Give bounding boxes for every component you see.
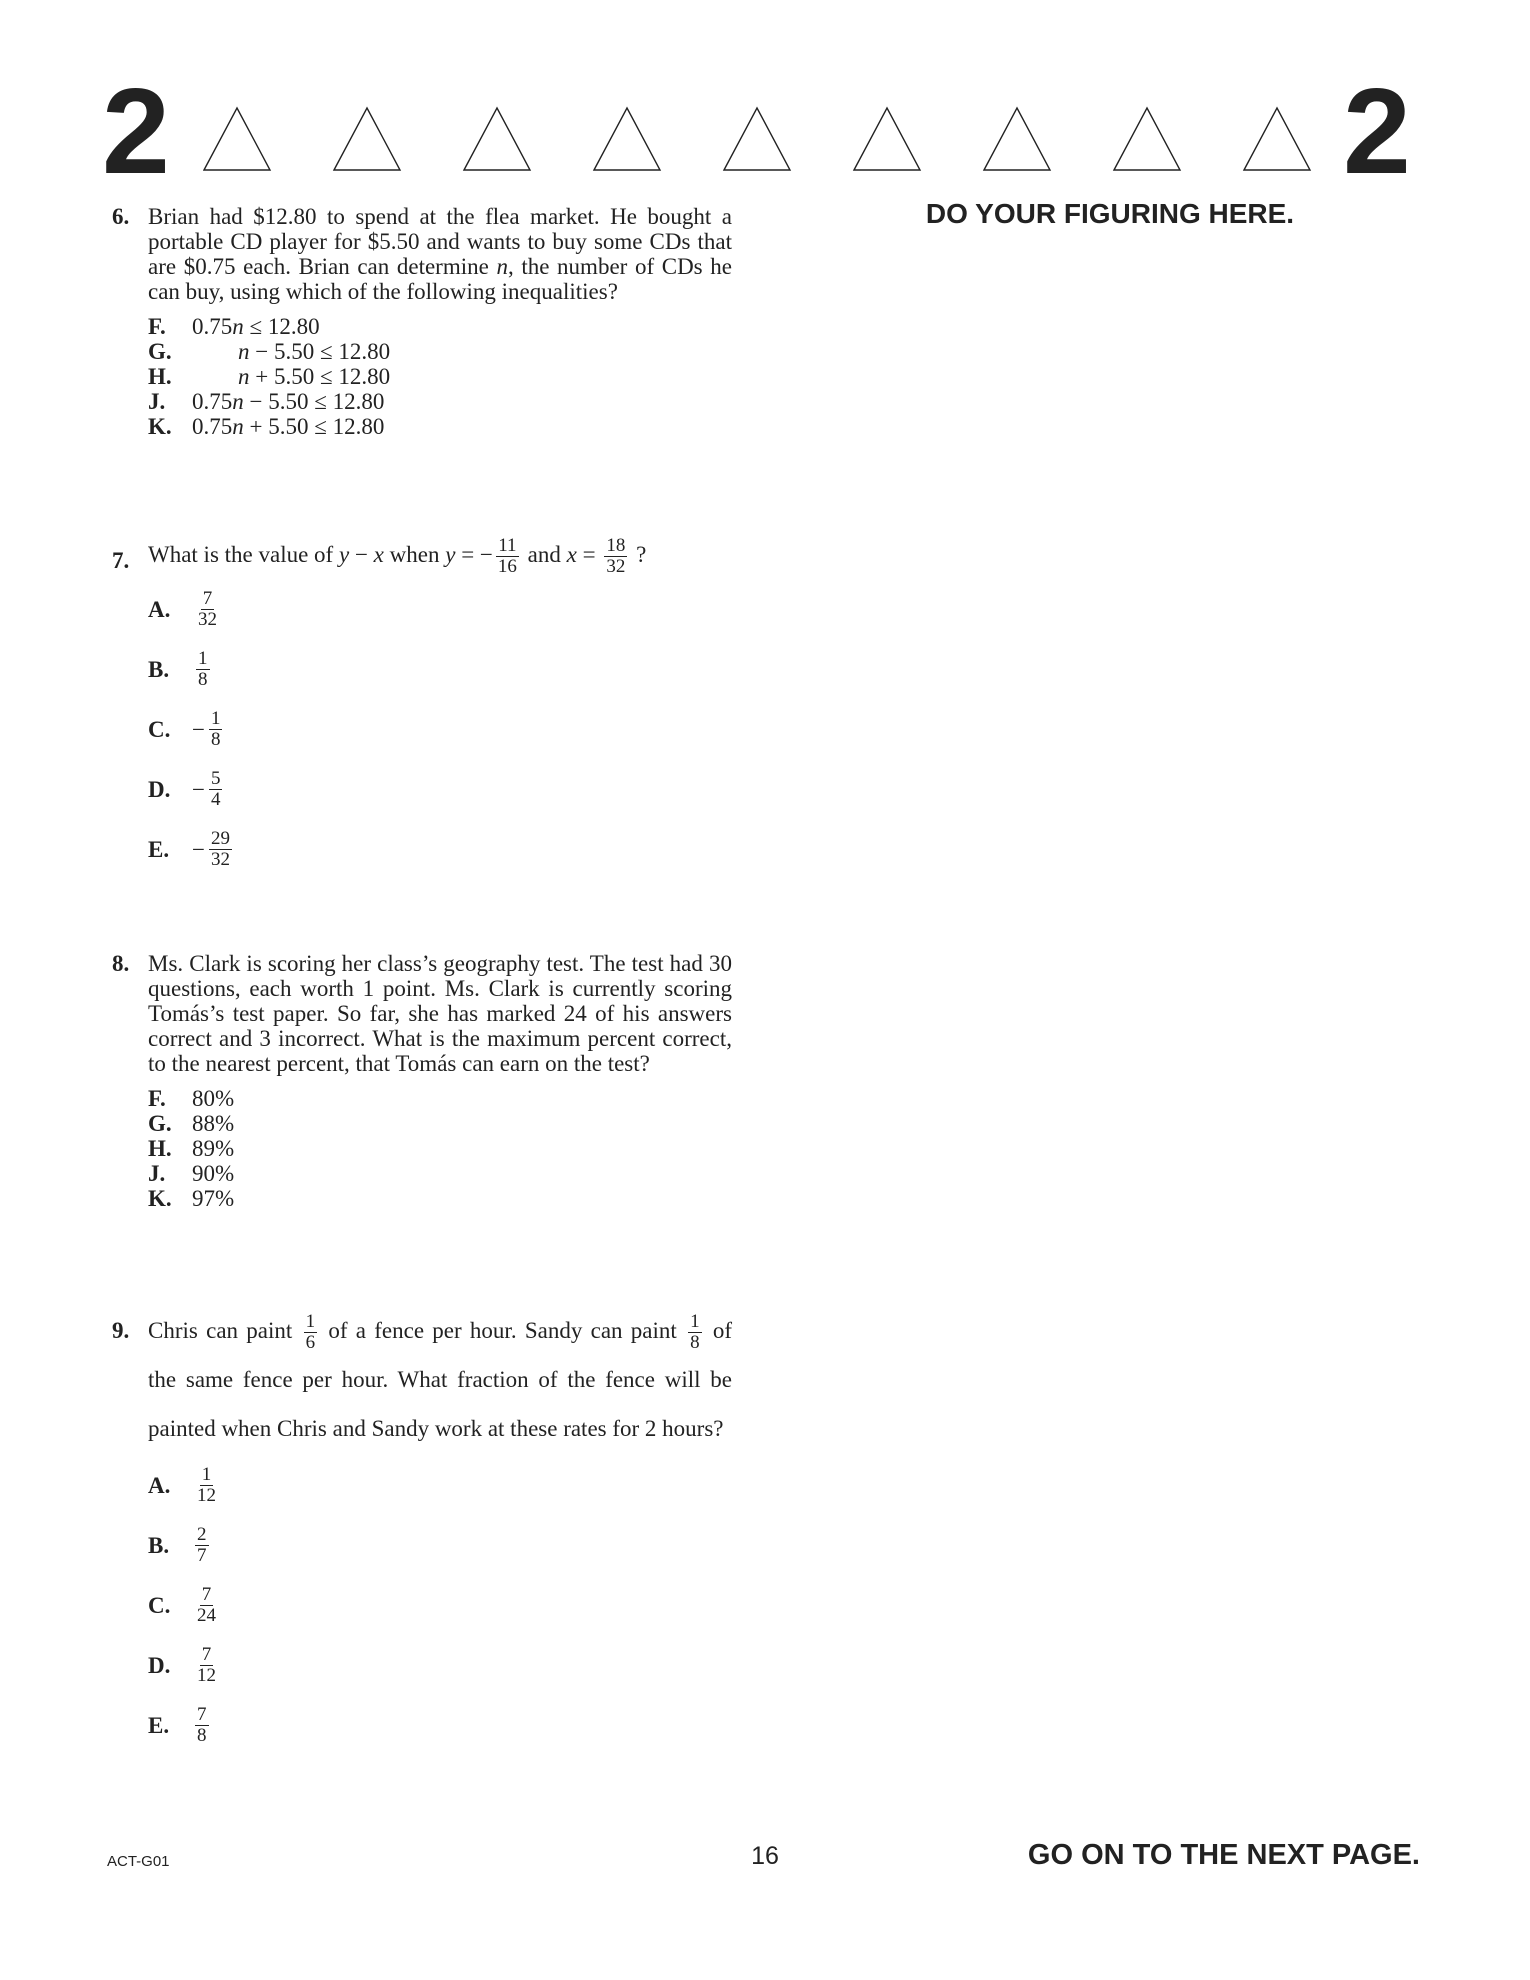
section-number-right: 2 xyxy=(1343,63,1411,199)
figuring-area-label: DO YOUR FIGURING HERE. xyxy=(925,198,1295,229)
triangle-row xyxy=(203,106,1323,172)
answer-choice-k[interactable]: K. 97% xyxy=(148,1186,235,1211)
answer-choice-f[interactable]: F. 0.75n ≤ 12.80 xyxy=(148,314,320,339)
triangle-icon xyxy=(594,108,660,170)
triangle-icon xyxy=(464,108,530,170)
fraction: $\frac{7}{12}$ xyxy=(197,1643,216,1686)
answer-choice-k[interactable]: K. 0.75n + 5.50 ≤ 12.80 xyxy=(148,414,385,439)
question-text: Chris can paint $\frac{1}{6}$ of a fence per hour. Sandy can paint $\frac{1}{8}$ of the same fence per hour. What fraction of the fence will be painted when Chris and Sandy work at these rates for 2 hours? xyxy=(148,1311,732,1441)
answer-choice-c[interactable]: C. − $\frac{1}{8}$ xyxy=(148,707,221,750)
section-number-left: 2 xyxy=(102,63,170,199)
triangle-icon xyxy=(724,108,790,170)
answer-choices xyxy=(148,579,732,879)
answer-choices xyxy=(148,1455,732,1755)
answer-choice-d[interactable]: D. $\frac{7}{12}$ xyxy=(148,1643,216,1686)
question-number: 6. xyxy=(112,204,130,229)
answer-choice-h[interactable]: H. n + 5.50 ≤ 12.80 xyxy=(148,364,391,389)
next-page-instruction: GO ON TO THE NEXT PAGE. xyxy=(1027,1839,1420,1871)
answer-choice-f[interactable]: F. 80% xyxy=(148,1086,235,1111)
fraction: $\frac{18}{32}$ xyxy=(606,535,626,577)
question-number: 7. xyxy=(112,548,130,573)
triangle-icon xyxy=(1244,108,1310,170)
answer-choice-b[interactable]: B. $\frac{2}{7}$ xyxy=(148,1523,207,1566)
answer-choices xyxy=(148,314,732,439)
question-text: What is the value of y − x when y = − $\frac{11}{16}$ and x = $\frac{18}{32}$ ? xyxy=(148,535,647,577)
answer-choice-e[interactable]: E. − $\frac{29}{32}$ xyxy=(148,827,230,870)
page-number: 16 xyxy=(751,1842,779,1870)
fraction: $\frac{5}{4}$ xyxy=(210,767,221,810)
fraction: $\frac{1}{12}$ xyxy=(197,1463,216,1506)
fraction: $\frac{1}{8}$ xyxy=(690,1311,700,1354)
triangle-icon xyxy=(1114,108,1180,170)
question-7 xyxy=(112,536,732,879)
fraction: $\frac{29}{32}$ xyxy=(210,827,230,870)
answer-choice-a[interactable]: A. $\frac{1}{12}$ xyxy=(148,1463,216,1506)
answer-choice-j[interactable]: J. 90% xyxy=(148,1161,235,1186)
answer-choice-b[interactable]: B. $\frac{1}{8}$ xyxy=(148,647,208,690)
answer-choice-g[interactable]: G. 88% xyxy=(148,1111,235,1136)
fraction: $\frac{1}{6}$ xyxy=(305,1311,316,1354)
answer-choice-e[interactable]: E. $\frac{7}{8}$ xyxy=(148,1703,207,1746)
answer-choice-h[interactable]: H. 89% xyxy=(148,1136,235,1161)
question-text: Brian had $12.80 to spend at the flea market. He bought a portable CD player for $5.50 and wants to buy some CDs that are $0.75 each. Brian can determine n, the number of CDs he can buy, using which of the following inequalities? xyxy=(148,204,732,304)
answer-choice-a[interactable]: A. $\frac{7}{32}$ xyxy=(148,587,217,630)
question-number: 8. xyxy=(112,951,130,976)
fraction: $\frac{1}{8}$ xyxy=(198,647,208,690)
fraction: $\frac{2}{7}$ xyxy=(197,1523,207,1566)
fraction: $\frac{1}{8}$ xyxy=(210,707,221,750)
triangle-icon xyxy=(334,108,400,170)
question-9 xyxy=(112,1306,732,1755)
answer-choices xyxy=(148,1086,732,1211)
form-code: ACT-G01 xyxy=(107,1853,170,1870)
answer-choice-c[interactable]: C. $\frac{7}{24}$ xyxy=(148,1583,216,1626)
triangle-icon xyxy=(854,108,920,170)
triangle-icon xyxy=(204,108,270,170)
fraction: $\frac{7}{8}$ xyxy=(197,1703,207,1746)
question-text: Ms. Clark is scoring her class’s geography test. The test had 30 questions, each worth 1 point. Ms. Clark is currently scoring Tomás’s test paper. So far, she has marked 24 of his answers correct and 3 incorrect. What is the maximum percent correct, to the nearest percent, that Tomás can earn on the test? xyxy=(148,951,732,1076)
question-8 xyxy=(112,951,732,1211)
fraction: $\frac{7}{32}$ xyxy=(198,587,217,630)
answer-choice-g[interactable]: G. n − 5.50 ≤ 12.80 xyxy=(148,339,391,364)
question-number: 9. xyxy=(112,1318,130,1343)
question-6 xyxy=(112,204,732,439)
fraction: $\frac{11}{16}$ xyxy=(497,535,517,577)
answer-choice-j[interactable]: J. 0.75n − 5.50 ≤ 12.80 xyxy=(148,389,385,414)
fraction: $\frac{7}{24}$ xyxy=(197,1583,216,1626)
triangle-icon xyxy=(984,108,1050,170)
answer-choice-d[interactable]: D. − $\frac{5}{4}$ xyxy=(148,767,221,810)
